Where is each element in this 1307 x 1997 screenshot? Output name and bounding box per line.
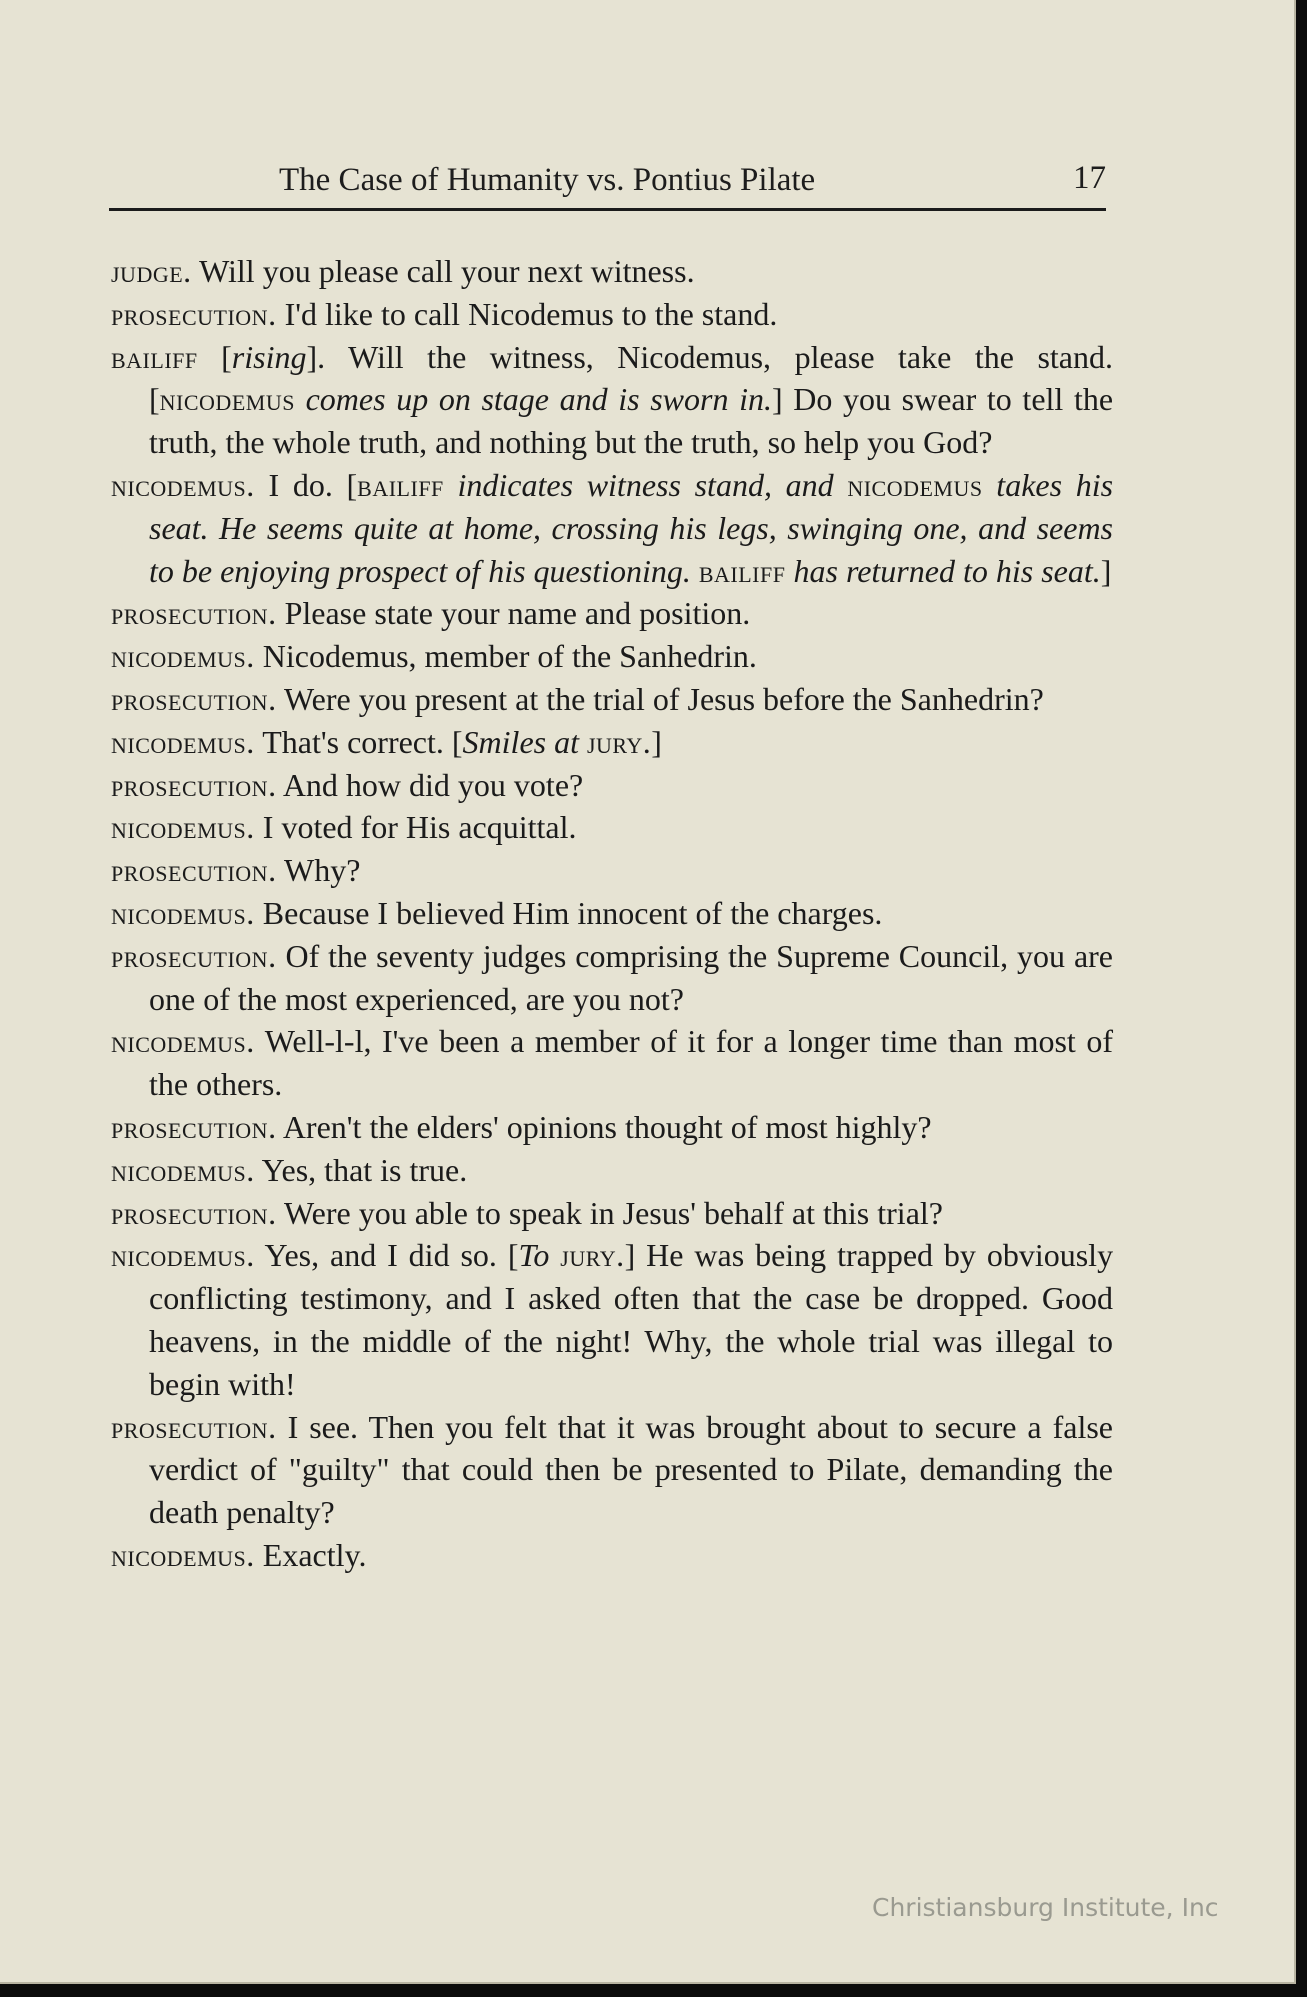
watermark: Christiansburg Institute, Inc — [872, 1893, 1219, 1922]
speaker-name: jury. — [560, 1237, 625, 1274]
stage-direction: comes up on stage and is sworn in. — [305, 381, 772, 418]
dialogue-line — [111, 1106, 1113, 1149]
dialogue-line — [111, 592, 1113, 635]
line-text: Of the seventy judges comprising the Supreme Council, you are one of the most experienced, are you not? — [149, 937, 1114, 1017]
speaker-name: nicodemus. — [111, 1023, 255, 1060]
line-text: I see. Then you felt that it was brought about to secure a false verdict of "guilty" that could then be presented to Pilate, demanding the death penalty? — [149, 1408, 1114, 1531]
speaker-name: prosecution. — [111, 595, 277, 632]
speaker-name: bailiff — [111, 338, 198, 375]
dialogue-line — [111, 935, 1113, 1021]
line-text: And how did you vote? — [282, 766, 584, 803]
stage-direction: Smiles at — [462, 723, 579, 760]
line-text: Why? — [284, 852, 361, 889]
speaker-name: prosecution. — [111, 680, 277, 717]
speaker-name: nicodemus. — [111, 894, 255, 931]
stage-direction: takes his seat. He seems quite at home, crossing his legs, swinging one, and seems to be enjoying prospect of his questioning. — [149, 466, 1114, 589]
dialogue-line — [111, 1406, 1113, 1534]
stage-direction: has returned to his seat. — [793, 552, 1101, 589]
speaker-name: prosecution. — [111, 937, 277, 974]
line-text: Because I believed Him innocent of the charges. — [262, 894, 883, 931]
speaker-name: prosecution. — [111, 852, 277, 889]
dialogue-body — [111, 250, 1113, 1577]
line-text: I do. — [268, 466, 333, 503]
dialogue-line — [111, 849, 1113, 892]
speaker-name: prosecution. — [111, 295, 277, 332]
running-title: The Case of Humanity vs. Pontius Pilate — [279, 162, 816, 198]
line-text: Please state your name and position. — [284, 595, 751, 632]
speaker-name: prosecution. — [111, 1194, 277, 1231]
speaker-name: prosecution. — [111, 1108, 277, 1145]
dialogue-line — [111, 1149, 1113, 1192]
speaker-name: nicodemus. — [111, 723, 255, 760]
line-text: Were you able to speak in Jesus' behalf at this trial? — [284, 1194, 943, 1231]
dialogue-line — [111, 1020, 1113, 1106]
line-text: Yes, and I did so. — [264, 1237, 497, 1274]
speaker-name: prosecution. — [111, 1408, 277, 1445]
line-text: Do you swear to tell the truth, the whole truth, and nothing but the truth, so help you God? — [149, 381, 1114, 461]
speaker-name: nicodemus — [847, 466, 983, 503]
speaker-name: jury. — [586, 723, 652, 760]
speaker-name: nicodemus. — [111, 809, 255, 846]
line-text: Exactly. — [262, 1536, 367, 1573]
speaker-name: bailiff — [357, 466, 444, 503]
dialogue-line — [111, 293, 1113, 336]
page-number: 17 — [1073, 160, 1106, 196]
line-text: Aren't the elders' opinions thought of most highly? — [282, 1108, 932, 1145]
line-text: I voted for His acquittal. — [262, 809, 577, 846]
line-text: He was being trapped by obviously conflicting testimony, and I asked often that the case be dropped. Good heavens, in the middle of the night! Why, the whole trial was illegal to begin with! — [149, 1237, 1114, 1402]
line-text: Well-l-l, I've been a member of it for a longer time than most of the others. — [149, 1023, 1114, 1103]
stage-direction: rising — [231, 338, 307, 375]
line-text: That's correct. — [262, 723, 444, 760]
dialogue-line: bailiff [rising]. Will the witness, Nicodemus, please take the stand. [nicodemus comes up on stage and is sworn in.] Do you swear to tell the truth, the whole truth, and nothing but the truth, so help you God? — [111, 338, 1114, 461]
speaker-name: prosecution. — [111, 766, 277, 803]
dialogue-line: nicodemus. I do. [bailiff indicates witness stand, and nicodemus takes his seat. He seems quite at home, crossing his legs, swinging one, and seems to be enjoying prospect of his questioning. bailiff has returned to his seat.] — [111, 466, 1114, 589]
stage-direction: To — [518, 1237, 550, 1274]
dialogue-line — [111, 892, 1113, 935]
speaker-name: nicodemus — [159, 381, 295, 418]
dialogue-line: nicodemus. Yes, and I did so. [To jury.] He was being trapped by obviously conflicting testimony, and I asked often that the case be dropped. Good heavens, in the middle of the night! Why, the whole trial was illegal to begin with! — [111, 1237, 1114, 1402]
stage-direction: indicates witness stand, and — [457, 466, 834, 503]
line-text: I'd like to call Nicodemus to the stand. — [284, 295, 778, 332]
speaker-name: bailiff — [698, 552, 786, 589]
speaker-name: nicodemus. — [111, 1237, 255, 1274]
dialogue-line — [111, 764, 1113, 807]
dialogue-line — [111, 1534, 1113, 1577]
line-text: Were you present at the trial of Jesus before the Sanhedrin? — [284, 680, 1044, 717]
speaker-name: judge. — [111, 253, 192, 289]
running-head — [109, 150, 1106, 211]
line-text: Nicodemus, member of the Sanhedrin. — [262, 638, 757, 675]
line-text: Yes, that is true. — [261, 1151, 468, 1188]
dialogue-line — [111, 678, 1113, 721]
speaker-name: nicodemus. — [111, 466, 255, 503]
dialogue-line: nicodemus. That's correct. [Smiles at jury.] — [111, 723, 662, 760]
speaker-name: nicodemus. — [111, 1151, 255, 1188]
line-text: Will you please call your next witness. — [199, 253, 695, 289]
dialogue-line — [111, 250, 1113, 293]
dialogue-line — [111, 635, 1113, 678]
speaker-name: nicodemus. — [111, 638, 255, 675]
dialogue-line — [111, 1192, 1113, 1235]
dialogue-line — [111, 806, 1113, 849]
speaker-name: nicodemus. — [111, 1536, 255, 1573]
line-text: Will the witness, Nicodemus, please take the stand. — [348, 338, 1114, 375]
